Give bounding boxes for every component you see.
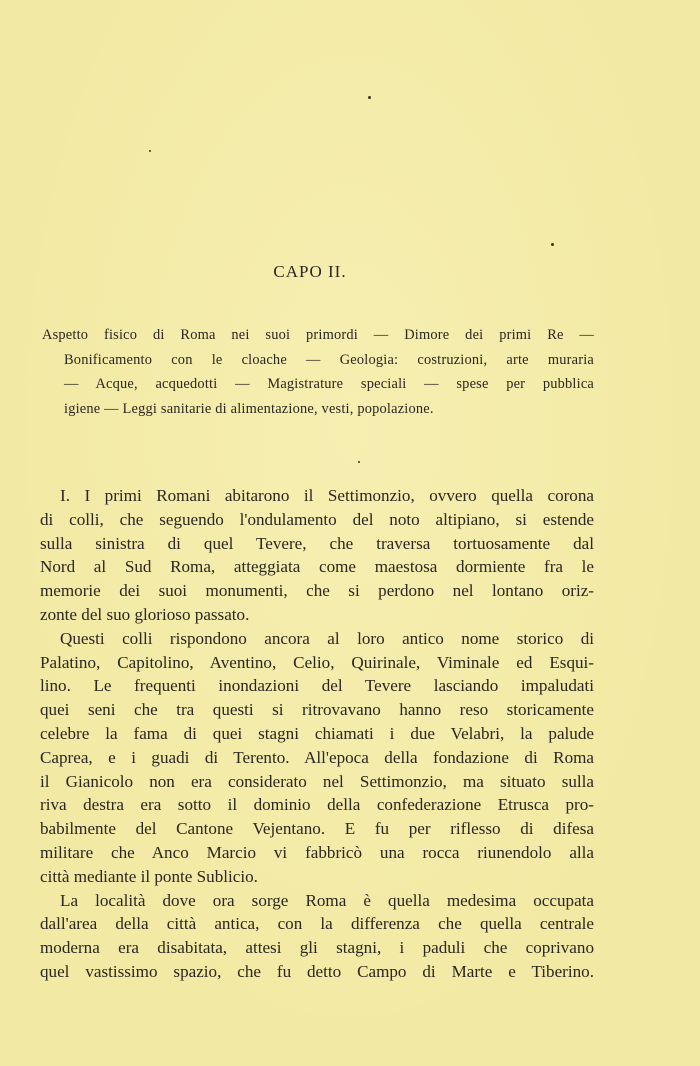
text-line: dall'area della città antica, con la differenza che quella centrale xyxy=(40,914,594,934)
summary-line: Bonificamento con le cloache — Geologia: costruzioni, arte muraria xyxy=(64,351,594,368)
text-line: La località dove ora sorge Roma è quella medesima occupata xyxy=(60,890,594,910)
text-line: moderna era disabitata, attesi gli stagni, i paduli che coprivano xyxy=(40,938,594,958)
chapter-summary xyxy=(42,323,594,421)
summary-line: Aspetto fisico di Roma nei suoi primordi — Dimore dei primi Re — xyxy=(42,327,594,343)
text-line: I. I primi Romani abitarono il Settimonzio, ovvero quella corona xyxy=(60,486,594,505)
text-line: zonte del suo glorioso passato. xyxy=(40,604,250,624)
paper-speck xyxy=(358,461,360,463)
summary-line: — Acque, acquedotti — Magistrature speciali — spese per pubblica xyxy=(64,376,594,392)
text-line: di colli, che seguendo l'ondulamento del noto altipiano, si estende xyxy=(40,509,594,529)
paragraph-2 xyxy=(40,627,594,889)
text-line: memorie dei suoi monumenti, che si perdono nel lontano oriz- xyxy=(40,581,594,601)
text-line: Nord al Sud Roma, atteggiata come maestosa dormiente fra le xyxy=(40,557,594,577)
paragraph-1 xyxy=(40,484,594,627)
text-line: quel vastissimo spazio, che fu detto Campo di Marte e Tiberino. xyxy=(40,961,594,981)
text-line: riva destra era sotto il dominio della confederazione Etrusca pro- xyxy=(40,795,594,815)
paper-speck xyxy=(551,243,554,246)
text-line: il Gianicolo non era considerato nel Settimonzio, ma situato sulla xyxy=(40,771,594,791)
text-line: militare che Anco Marcio vi fabbricò una rocca riunendolo alla xyxy=(40,842,594,862)
paper-speck xyxy=(149,150,151,152)
text-line: lino. Le frequenti inondazioni del Tevere lasciando impaludati xyxy=(40,676,594,696)
text-line: babilmente del Cantone Vejentano. E fu per riflesso di difesa xyxy=(40,819,594,839)
summary-line: igiene — Leggi sanitarie di alimentazione, vesti, popolazione. xyxy=(64,400,434,417)
text-line: Caprea, e i guadi di Terento. All'epoca della fondazione di Roma xyxy=(40,747,594,767)
text-line: celebre la fama di quei stagni chiamati i due Velabri, la palude xyxy=(40,723,594,743)
text-line: sulla sinistra di quel Tevere, che traversa tortuosamente dal xyxy=(40,533,594,553)
paper-speck xyxy=(368,96,371,99)
text-line: città mediante il ponte Sublicio. xyxy=(40,866,258,886)
body-text xyxy=(40,484,594,984)
paragraph-3 xyxy=(40,889,594,984)
chapter-title: CAPO II. xyxy=(273,262,347,281)
text-line: Palatino, Capitolino, Aventino, Celio, Quirinale, Viminale ed Esqui- xyxy=(40,652,594,672)
text-line: Questi colli rispondono ancora al loro antico nome storico di xyxy=(60,628,594,648)
text-line: quei seni che tra questi si ritrovavano hanno reso storicamente xyxy=(40,700,594,720)
